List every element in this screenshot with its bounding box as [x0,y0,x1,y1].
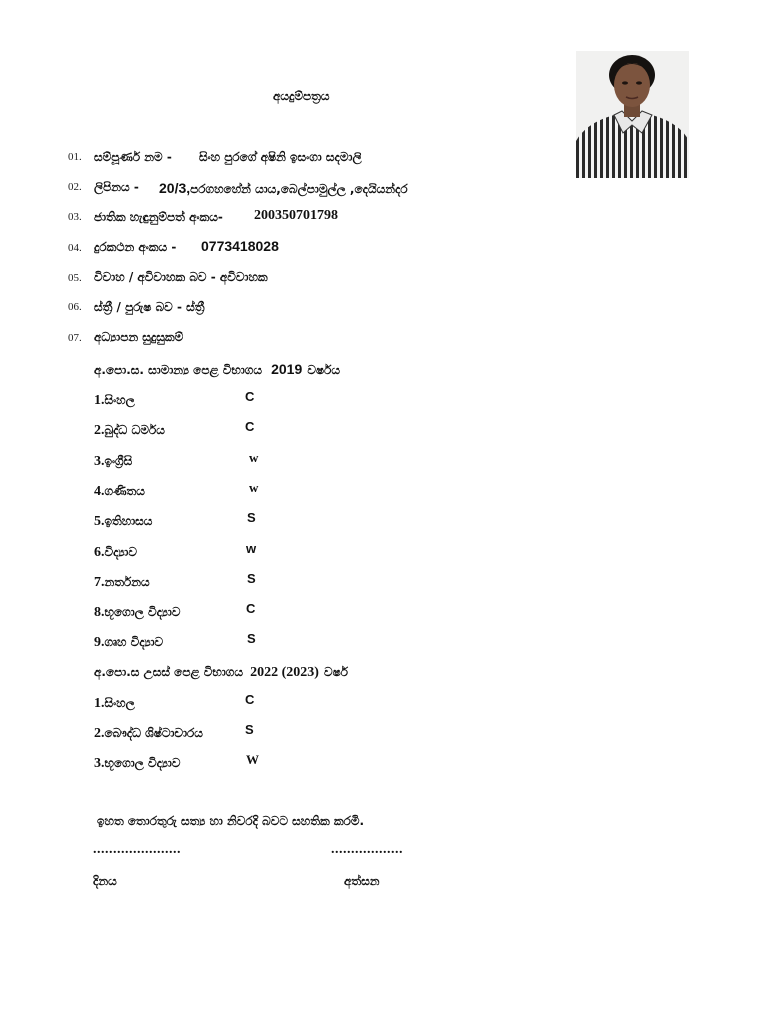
full-name-value: සිංහ පුරගේ අෂිනි ඉසංගා සදමාලි [199,150,362,164]
signature-label: අත්සන [344,874,380,888]
subject-grade: w [249,480,259,495]
subject-number: 5. [94,514,105,529]
field-number: 02. [68,181,82,193]
subject-grade: C [246,601,256,616]
signature-dotted-line: .................. [331,842,403,857]
nic-label: ජාතික හැඳුනුම්පත් අංකය- [94,210,223,224]
subject-name: නර්තනය [104,575,150,589]
date-label: දිනය [93,874,117,888]
page-title: අයදුම්පත්‍රය [273,89,330,103]
marital-status: විවාහ / අවිවාහක බව - අවිවාහක [94,270,268,284]
field-number: 04. [68,242,82,254]
ol-heading-suffix: වර්ෂය [307,363,340,377]
list-item [94,510,152,530]
subject-grade: w [246,541,257,556]
field-number: 06. [68,301,82,313]
date-dotted-line: ...................... [93,842,181,857]
al-heading [94,661,348,681]
subject-number: 7. [94,575,105,590]
subject-number: 2. [94,423,105,438]
list-item [94,692,135,712]
subject-grade: C [245,692,255,707]
address-value [159,178,408,197]
portrait-image [576,51,689,178]
subject-name: ඉතිහාසය [104,514,153,528]
subject-name: බුද්ධ ධර්මය [104,423,165,437]
subject-number: 1. [94,696,105,711]
ol-year: 2019 [271,361,303,377]
subject-grade: C [245,419,255,434]
subject-grade: C [245,389,255,404]
subject-name: බෞද්ධ ශිෂ්ටාචාරය [104,726,203,740]
subject-grade: S [247,631,256,646]
phone-label: දුරකථන අංකය - [94,240,177,254]
subject-name: සිංහල [104,696,135,710]
subject-name: ඉංග්‍රීසි [104,454,133,468]
subject-name: විද්‍යාව [104,545,137,559]
field-number: 03. [68,211,82,223]
subject-grade: W [246,752,259,767]
list-item [94,571,150,591]
qualifications-heading: අධ්‍යාපන සුදුසුකම් [94,330,184,344]
subject-name: ගෘහ විද්‍යාව [104,635,164,649]
subject-name: භූගොල විද්‍යාව [104,605,181,619]
subject-name: සිංහල [104,393,135,407]
list-item [94,450,132,470]
subject-name: ගණිතය [104,484,145,498]
subject-grade: S [245,722,254,737]
list-item [94,541,137,561]
subject-number: 2. [94,726,105,741]
address-label: ලිපිනය - [94,180,139,194]
ol-heading [94,359,340,378]
subject-number: 1. [94,393,105,408]
address-number: 20/3, [159,180,191,196]
al-heading-text: අ.පො.ස උසස් පෙළ විභාගය [94,665,244,679]
subject-number: 8. [94,605,105,620]
subject-number: 3. [94,756,105,771]
nic-value: 200350701798 [254,208,338,223]
subject-grade: S [247,510,256,525]
subject-grade: S [247,571,256,586]
list-item [94,480,145,500]
subject-name: භූගොල විද්‍යාව [104,756,181,770]
al-year: 2022 (2023) [250,665,319,680]
phone-value: 0773418028 [201,238,279,254]
list-item [94,631,163,651]
address-text: පරගහහේන් යාය,බෙල්පාමුල්ල ,දෙයියන්දර [190,182,408,196]
subject-number: 4. [94,484,105,499]
subject-number: 6. [94,545,105,560]
subject-grade: w [249,450,259,465]
list-item [94,419,165,439]
applicant-photo [576,51,689,178]
list-item [94,722,203,742]
ol-heading-text: අ.පො.ස. සාමාන්‍ය පෙළ විභාගය [94,363,263,377]
list-item [94,601,180,621]
subject-number: 9. [94,635,105,650]
subject-number: 3. [94,454,105,469]
field-number: 07. [68,332,82,344]
field-number: 05. [68,272,82,284]
gender: ස්ත්‍රී / පුරුෂ බව - ස්ත්‍රී [94,300,205,314]
list-item [94,752,180,772]
field-number: 01. [68,151,82,163]
full-name-label: සම්පූර්ණ නම - [94,150,172,164]
list-item [94,389,135,409]
declaration-text: ඉහත තොරතුරු සත්‍ය හා නිවරදි බවට සහතික කරමි. [97,814,365,828]
al-heading-suffix: වර්ෂ [324,665,349,679]
